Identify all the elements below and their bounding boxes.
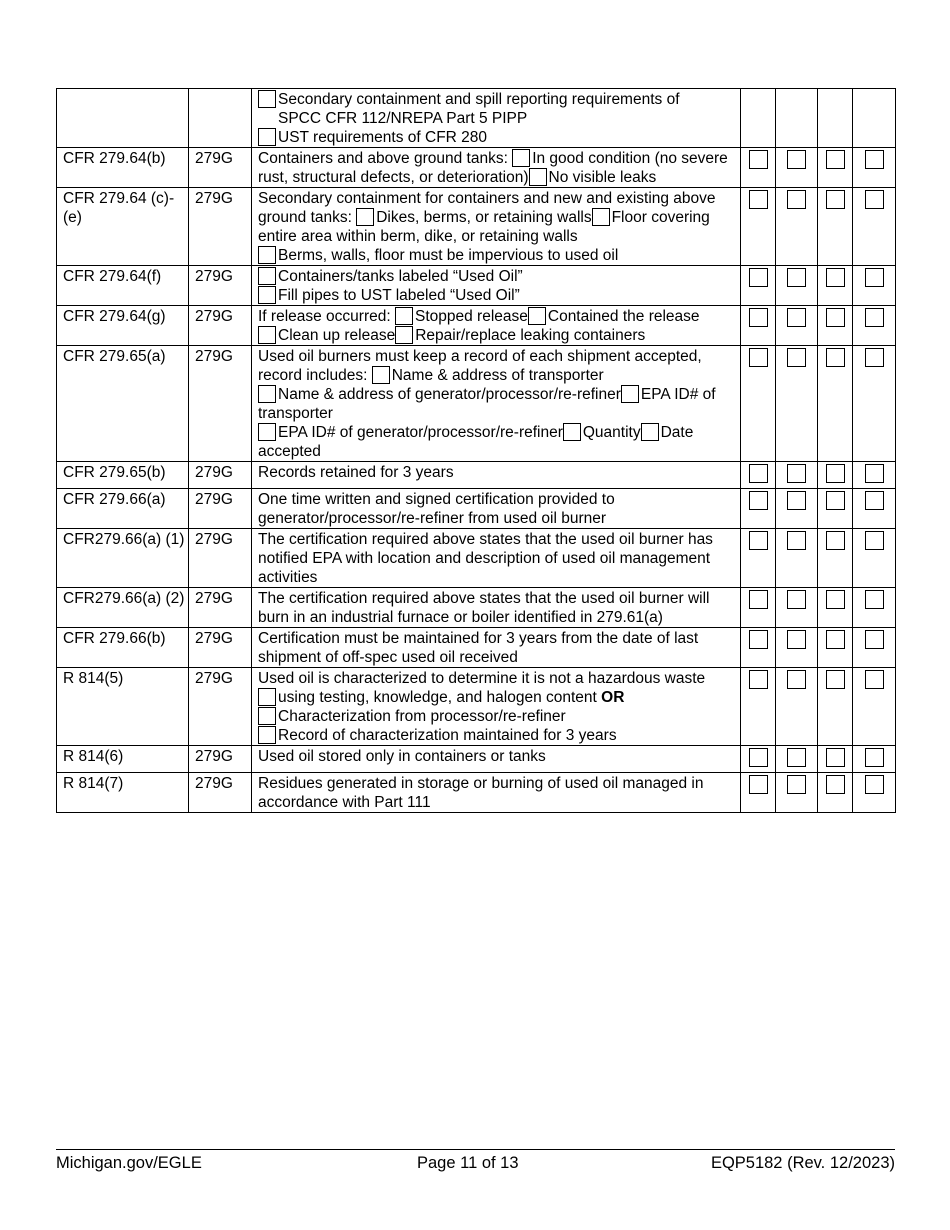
requirement-cell xyxy=(252,628,741,668)
table-row xyxy=(57,346,896,462)
requirement-item xyxy=(258,91,680,108)
requirement-cell xyxy=(252,306,741,346)
requirement-item xyxy=(258,327,395,344)
item-checkbox[interactable] xyxy=(621,385,639,403)
status-checkbox-cell xyxy=(776,668,818,746)
requirement-item xyxy=(258,708,566,725)
item-label: Records retained for 3 years xyxy=(258,464,454,481)
item-label: EPA ID# of generator/processor/re-refiner xyxy=(278,424,563,441)
status-checkbox[interactable] xyxy=(749,464,768,483)
item-checkbox[interactable] xyxy=(258,385,276,403)
rule-code: 279G xyxy=(189,773,252,813)
status-checkbox-cell xyxy=(741,306,776,346)
cfr-citation: CFR 279.65(b) xyxy=(57,462,189,489)
status-checkbox-cell xyxy=(853,89,896,148)
rule-code: 279G xyxy=(189,462,252,489)
cfr-citation: R 814(7) xyxy=(57,773,189,813)
item-label: using testing, knowledge, and halogen content xyxy=(278,689,597,706)
requirement-text xyxy=(258,150,512,167)
item-label: Secondary containment for containers and new and existing above ground tanks: xyxy=(258,190,716,226)
item-checkbox[interactable] xyxy=(258,688,276,706)
item-checkbox[interactable] xyxy=(395,326,413,344)
status-checkbox-cell xyxy=(818,668,853,746)
item-label: Fill pipes to UST labeled “Used Oil” xyxy=(278,287,520,304)
table-row xyxy=(57,89,896,148)
item-label: Stopped release xyxy=(414,308,528,325)
requirement-item xyxy=(395,327,645,344)
cfr-citation xyxy=(57,89,189,148)
item-label: EPA ID# of transporter xyxy=(258,386,716,422)
status-checkbox-cell xyxy=(853,588,896,628)
status-checkbox-cell xyxy=(741,773,776,813)
status-checkbox[interactable] xyxy=(865,348,884,367)
status-checkbox-cell xyxy=(818,346,853,462)
requirement-text xyxy=(258,630,698,666)
rule-code xyxy=(189,89,252,148)
status-checkbox[interactable] xyxy=(749,268,768,287)
status-checkbox[interactable] xyxy=(749,748,768,767)
status-checkbox-cell xyxy=(776,148,818,188)
status-checkbox[interactable] xyxy=(865,775,884,794)
item-label: Floor covering entire area within berm, dike, or retaining walls xyxy=(258,209,710,245)
item-label: The certification required above states that the used oil burner will burn in an industrial furnace or boiler identified in 279.61(a) xyxy=(258,590,710,626)
status-checkbox[interactable] xyxy=(865,670,884,689)
rule-code: 279G xyxy=(189,489,252,529)
requirement-item xyxy=(258,287,520,304)
status-checkbox-cell xyxy=(818,266,853,306)
cfr-citation: CFR279.66(a) (1) xyxy=(57,529,189,588)
cfr-citation: R 814(5) xyxy=(57,668,189,746)
item-label: One time written and signed certification provided to generator/processor/re-refiner from used oil burner xyxy=(258,491,615,527)
item-label: Date accepted xyxy=(258,424,694,460)
compliance-checklist-table xyxy=(56,88,896,813)
status-checkbox-cell xyxy=(818,489,853,529)
status-checkbox[interactable] xyxy=(865,630,884,649)
requirement-cell xyxy=(252,746,741,773)
rule-code: 279G xyxy=(189,306,252,346)
item-checkbox[interactable] xyxy=(258,267,276,285)
requirement-item xyxy=(529,169,657,186)
rule-code: 279G xyxy=(189,746,252,773)
requirement-text xyxy=(258,464,454,481)
status-checkbox-cell xyxy=(741,148,776,188)
status-checkbox[interactable] xyxy=(787,670,806,689)
item-label: Used oil is characterized to determine it is not a hazardous waste xyxy=(258,670,706,687)
table-row xyxy=(57,588,896,628)
status-checkbox-cell xyxy=(776,746,818,773)
status-checkbox-cell xyxy=(853,188,896,266)
status-checkbox[interactable] xyxy=(787,190,806,209)
status-checkbox[interactable] xyxy=(787,531,806,550)
status-checkbox[interactable] xyxy=(865,150,884,169)
requirement-text xyxy=(258,308,395,325)
item-label: Certification must be maintained for 3 years from the date of last shipment of off-spec used oil received xyxy=(258,630,699,666)
status-checkbox-cell xyxy=(776,462,818,489)
status-checkbox[interactable] xyxy=(826,150,845,169)
item-label: Used oil burners must keep a record of each shipment accepted, record includes: xyxy=(258,348,702,384)
status-checkbox-cell xyxy=(853,628,896,668)
item-checkbox[interactable] xyxy=(529,168,547,186)
status-checkbox-cell xyxy=(776,489,818,529)
status-checkbox[interactable] xyxy=(865,491,884,510)
status-checkbox[interactable] xyxy=(749,491,768,510)
item-checkbox[interactable] xyxy=(258,423,276,441)
item-label: Secondary containment and spill reporting requirements of xyxy=(278,91,680,108)
status-checkbox[interactable] xyxy=(787,348,806,367)
status-checkbox-cell xyxy=(741,588,776,628)
status-checkbox-cell xyxy=(741,668,776,746)
item-label: No visible leaks xyxy=(548,169,657,186)
status-checkbox-cell xyxy=(818,529,853,588)
cfr-citation: CFR 279.66(a) xyxy=(57,489,189,529)
status-checkbox-cell xyxy=(776,306,818,346)
status-checkbox[interactable] xyxy=(865,464,884,483)
checklist-body xyxy=(57,89,896,813)
item-label: Used oil stored only in containers or tanks xyxy=(258,748,546,765)
status-checkbox-cell xyxy=(853,746,896,773)
requirement-cell xyxy=(252,188,741,266)
requirement-item xyxy=(372,367,604,384)
status-checkbox-cell xyxy=(776,266,818,306)
requirement-cell xyxy=(252,148,741,188)
status-checkbox[interactable] xyxy=(749,190,768,209)
status-checkbox-cell xyxy=(741,462,776,489)
status-checkbox[interactable] xyxy=(749,348,768,367)
requirement-cell xyxy=(252,89,741,148)
cfr-citation: CFR 279.64(b) xyxy=(57,148,189,188)
requirement-cell xyxy=(252,668,741,746)
status-checkbox[interactable] xyxy=(865,531,884,550)
item-checkbox[interactable] xyxy=(258,286,276,304)
status-checkbox[interactable] xyxy=(826,308,845,327)
requirement-text xyxy=(258,748,546,765)
item-label: Characterization from processor/re-refiner xyxy=(278,708,566,725)
item-label: Containers and above ground tanks: xyxy=(258,150,513,167)
status-checkbox[interactable] xyxy=(787,590,806,609)
status-checkbox-cell xyxy=(853,148,896,188)
cfr-citation: CFR279.66(a) (2) xyxy=(57,588,189,628)
item-checkbox[interactable] xyxy=(528,307,546,325)
item-checkbox[interactable] xyxy=(258,90,276,108)
status-checkbox-cell xyxy=(853,346,896,462)
status-checkbox[interactable] xyxy=(865,748,884,767)
requirement-text xyxy=(258,531,713,586)
table-row xyxy=(57,773,896,813)
status-checkbox[interactable] xyxy=(826,464,845,483)
item-label: Contained the release xyxy=(547,308,700,325)
status-checkbox[interactable] xyxy=(865,268,884,287)
requirement-text xyxy=(258,775,704,811)
status-checkbox[interactable] xyxy=(826,491,845,510)
status-checkbox[interactable] xyxy=(826,748,845,767)
status-checkbox-cell xyxy=(818,89,853,148)
item-label: Record of characterization maintained for 3 years xyxy=(278,727,617,744)
status-checkbox[interactable] xyxy=(787,630,806,649)
requirement-cell xyxy=(252,489,741,529)
requirement-cell xyxy=(252,773,741,813)
page-footer xyxy=(56,1149,895,1172)
status-checkbox[interactable] xyxy=(787,268,806,287)
status-checkbox-cell xyxy=(818,588,853,628)
item-label: Repair/replace leaking containers xyxy=(415,327,646,344)
requirement-item xyxy=(258,129,487,146)
item-checkbox[interactable] xyxy=(258,326,276,344)
requirement-cell xyxy=(252,462,741,489)
rule-code: 279G xyxy=(189,188,252,266)
requirement-text xyxy=(258,491,615,527)
requirement-item xyxy=(258,727,617,744)
table-row xyxy=(57,462,896,489)
requirement-item xyxy=(258,386,621,403)
item-label: Clean up release xyxy=(278,327,396,344)
status-checkbox[interactable] xyxy=(865,590,884,609)
status-checkbox[interactable] xyxy=(749,308,768,327)
item-checkbox[interactable] xyxy=(356,208,374,226)
item-label: SPCC CFR 112/NREPA Part 5 PIPP xyxy=(278,110,528,127)
status-checkbox-cell xyxy=(818,628,853,668)
requirement-item xyxy=(258,247,618,264)
requirement-item xyxy=(258,689,624,706)
cfr-citation: CFR 279.64(f) xyxy=(57,266,189,306)
status-checkbox[interactable] xyxy=(749,630,768,649)
status-checkbox-cell xyxy=(741,746,776,773)
or-label: OR xyxy=(601,689,625,706)
status-checkbox[interactable] xyxy=(826,268,845,287)
status-checkbox-cell xyxy=(741,489,776,529)
item-checkbox[interactable] xyxy=(563,423,581,441)
status-checkbox-cell xyxy=(741,89,776,148)
cfr-citation: CFR 279.65(a) xyxy=(57,346,189,462)
table-row xyxy=(57,148,896,188)
footer-website: Michigan.gov/EGLE xyxy=(56,1154,202,1172)
rule-code: 279G xyxy=(189,346,252,462)
status-checkbox-cell xyxy=(818,306,853,346)
item-checkbox[interactable] xyxy=(258,128,276,146)
item-checkbox[interactable] xyxy=(258,707,276,725)
item-checkbox[interactable] xyxy=(395,307,413,325)
rule-code: 279G xyxy=(189,529,252,588)
status-checkbox[interactable] xyxy=(787,748,806,767)
status-checkbox-cell xyxy=(853,306,896,346)
status-checkbox[interactable] xyxy=(865,308,884,327)
item-checkbox[interactable] xyxy=(258,726,276,744)
status-checkbox[interactable] xyxy=(749,150,768,169)
cfr-citation: CFR 279.64 (c)-(e) xyxy=(57,188,189,266)
requirement-cell xyxy=(252,346,741,462)
status-checkbox[interactable] xyxy=(826,630,845,649)
item-label: Containers/tanks labeled “Used Oil” xyxy=(278,268,523,285)
cfr-citation: R 814(6) xyxy=(57,746,189,773)
status-checkbox[interactable] xyxy=(749,531,768,550)
status-checkbox-cell xyxy=(818,746,853,773)
item-checkbox[interactable] xyxy=(641,423,659,441)
status-checkbox[interactable] xyxy=(787,308,806,327)
status-checkbox[interactable] xyxy=(826,775,845,794)
item-checkbox[interactable] xyxy=(258,246,276,264)
item-label: UST requirements of CFR 280 xyxy=(278,129,488,146)
status-checkbox-cell xyxy=(741,346,776,462)
status-checkbox-cell xyxy=(853,529,896,588)
status-checkbox-cell xyxy=(853,266,896,306)
status-checkbox-cell xyxy=(776,346,818,462)
status-checkbox-cell xyxy=(818,773,853,813)
status-checkbox-cell xyxy=(853,462,896,489)
status-checkbox[interactable] xyxy=(749,590,768,609)
table-row xyxy=(57,266,896,306)
requirement-item xyxy=(528,308,700,325)
status-checkbox[interactable] xyxy=(865,190,884,209)
status-checkbox-cell xyxy=(776,188,818,266)
table-row xyxy=(57,529,896,588)
status-checkbox-cell xyxy=(776,89,818,148)
item-label: Berms, walls, floor must be impervious to used oil xyxy=(278,247,619,264)
requirement-item xyxy=(563,424,641,441)
status-checkbox[interactable] xyxy=(826,348,845,367)
status-checkbox-cell xyxy=(741,628,776,668)
requirement-item xyxy=(395,308,528,325)
status-checkbox-cell xyxy=(818,148,853,188)
table-row xyxy=(57,628,896,668)
requirement-cell xyxy=(252,588,741,628)
item-label: If release occurred: xyxy=(258,308,395,325)
rule-code: 279G xyxy=(189,628,252,668)
item-label: Residues generated in storage or burning of used oil managed in accordance with Part 111 xyxy=(258,775,704,811)
status-checkbox-cell xyxy=(776,529,818,588)
rule-code: 279G xyxy=(189,588,252,628)
status-checkbox-cell xyxy=(776,588,818,628)
status-checkbox-cell xyxy=(776,628,818,668)
rule-code: 279G xyxy=(189,266,252,306)
requirement-item xyxy=(356,209,591,226)
footer-page-number: Page 11 of 13 xyxy=(417,1154,519,1172)
item-label: The certification required above states that the used oil burner has notified EPA with location and description of used oil management activities xyxy=(258,531,713,586)
status-checkbox-cell xyxy=(818,462,853,489)
table-row xyxy=(57,188,896,266)
requirement-text xyxy=(258,590,709,626)
status-checkbox[interactable] xyxy=(787,150,806,169)
requirement-text xyxy=(258,670,705,687)
item-label: Dikes, berms, or retaining walls xyxy=(376,209,592,226)
status-checkbox[interactable] xyxy=(826,531,845,550)
status-checkbox-cell xyxy=(853,668,896,746)
table-row xyxy=(57,306,896,346)
cfr-citation: CFR 279.64(g) xyxy=(57,306,189,346)
status-checkbox[interactable] xyxy=(826,190,845,209)
rule-code: 279G xyxy=(189,148,252,188)
status-checkbox[interactable] xyxy=(787,775,806,794)
rule-code: 279G xyxy=(189,668,252,746)
status-checkbox-cell xyxy=(818,188,853,266)
table-row xyxy=(57,746,896,773)
status-checkbox[interactable] xyxy=(826,670,845,689)
requirement-item xyxy=(258,110,527,127)
item-label: Quantity xyxy=(582,424,641,441)
item-checkbox[interactable] xyxy=(372,366,390,384)
status-checkbox-cell xyxy=(853,489,896,529)
footer-form-number: EQP5182 (Rev. 12/2023) xyxy=(710,1154,895,1172)
status-checkbox[interactable] xyxy=(749,670,768,689)
requirement-item xyxy=(258,424,563,441)
status-checkbox[interactable] xyxy=(826,590,845,609)
item-label: In good condition (no severe rust, structural defects, or deterioration) xyxy=(258,150,728,186)
table-row xyxy=(57,489,896,529)
item-label: Name & address of generator/processor/re-refiner xyxy=(278,386,621,403)
status-checkbox[interactable] xyxy=(787,491,806,510)
table-row xyxy=(57,668,896,746)
item-checkbox[interactable] xyxy=(512,149,530,167)
status-checkbox[interactable] xyxy=(787,464,806,483)
status-checkbox-cell xyxy=(853,773,896,813)
item-label: Name & address of transporter xyxy=(391,367,604,384)
status-checkbox[interactable] xyxy=(749,775,768,794)
status-checkbox-cell xyxy=(741,266,776,306)
cfr-citation: CFR 279.66(b) xyxy=(57,628,189,668)
requirement-cell xyxy=(252,529,741,588)
item-checkbox[interactable] xyxy=(592,208,610,226)
requirement-item xyxy=(258,268,523,285)
status-checkbox-cell xyxy=(741,188,776,266)
status-checkbox-cell xyxy=(776,773,818,813)
requirement-cell xyxy=(252,266,741,306)
status-checkbox-cell xyxy=(741,529,776,588)
